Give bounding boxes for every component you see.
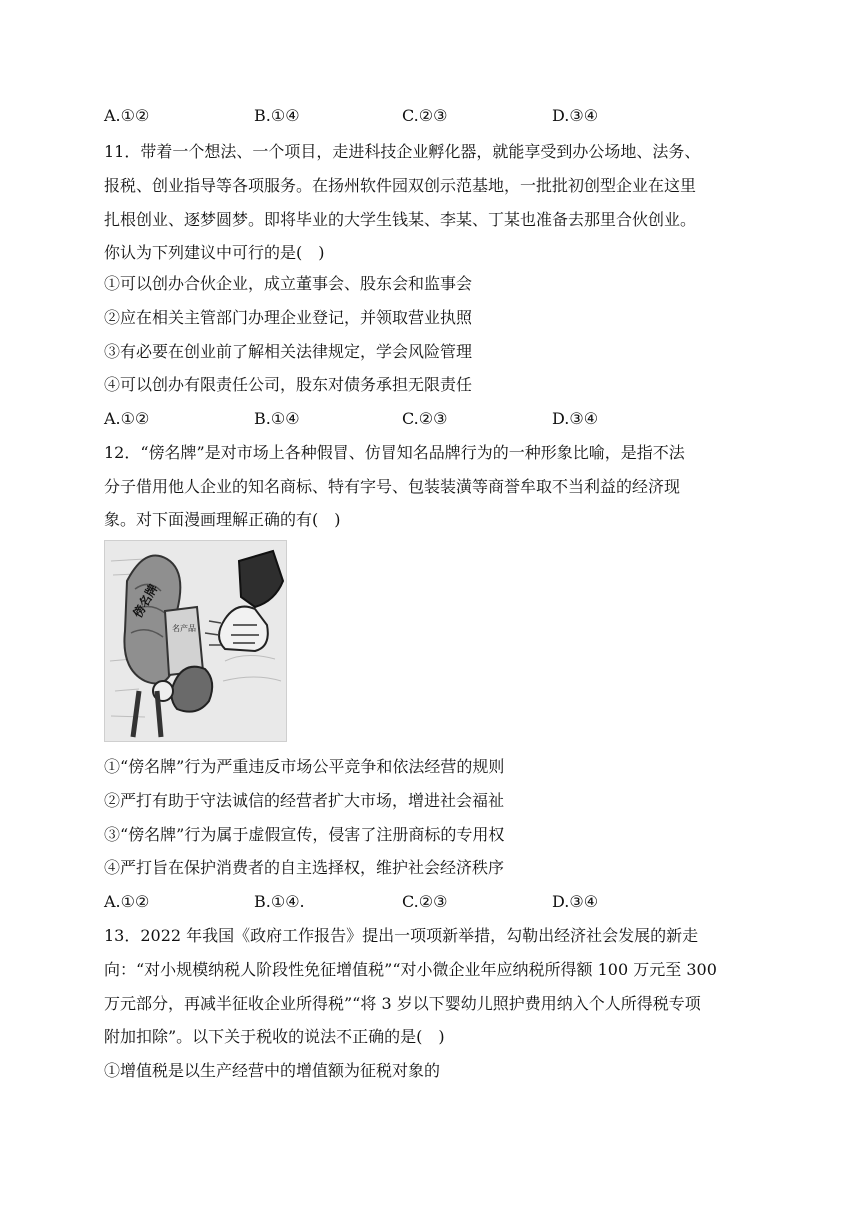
bag-label: 名产品: [172, 624, 196, 633]
cartoon-drawing: [105, 541, 286, 741]
q12-option-d[interactable]: D.③④: [552, 892, 599, 911]
q11-stem-line: 报税、创业指导等各项服务。在扬州软件园双创示范基地，一批批初创型企业在这里: [104, 176, 697, 195]
q10-options: [104, 106, 764, 126]
q11-item: ②应在相关主管部门办理企业登记，并领取营业执照: [104, 308, 473, 327]
q11-option-b[interactable]: B.①④: [254, 409, 300, 428]
q12-stem-line: 象。对下面漫画理解正确的有( ): [104, 510, 341, 529]
q12-item: ④严打旨在保护消费者的自主选择权，维护社会经济秩序: [104, 858, 505, 877]
q10-option-c[interactable]: C.②③: [402, 106, 448, 125]
q13-stem-line: 万元部分，再减半征收企业所得税”“将 3 岁以下婴幼儿照护费用纳入个人所得税专项: [104, 994, 701, 1013]
q12-option-b[interactable]: B.①④.: [254, 892, 305, 911]
q11-options: [104, 409, 764, 429]
q11-stem-line: 你认为下列建议中可行的是( ): [104, 243, 325, 262]
q12-item: ①“傍名牌”行为严重违反市场公平竞争和依法经营的规则: [104, 757, 505, 776]
q11-stem-line: 11．带着一个想法、一个项目，走进科技企业孵化器，就能享受到办公场地、法务、: [104, 142, 701, 161]
q11-item: ①可以创办合伙企业，成立董事会、股东会和监事会: [104, 274, 473, 293]
q11-option-d[interactable]: D.③④: [552, 409, 599, 428]
q12-options: [104, 892, 764, 912]
q13-stem-line: 向：“对小规模纳税人阶段性免征增值税”“对小微企业年应纳税所得额 100 万元至 300: [104, 960, 717, 979]
q11-option-a[interactable]: A.①②: [104, 409, 150, 428]
q12-option-c[interactable]: C.②③: [402, 892, 448, 911]
q12-stem-line: 分子借用他人企业的知名商标、特有字号、包装装潢等商誉牟取不当利益的经济现: [104, 477, 681, 496]
q11-option-c[interactable]: C.②③: [402, 409, 448, 428]
q10-option-d[interactable]: D.③④: [552, 106, 599, 125]
q11-item: ④可以创办有限责任公司，股东对债务承担无限责任: [104, 375, 473, 394]
q13-stem-line: 附加扣除”。以下关于税收的说法不正确的是( ): [104, 1027, 445, 1046]
arm-label: 傍名牌: [130, 581, 161, 621]
dark-sleeve: [239, 551, 283, 607]
q12-item: ②严打有助于守法诚信的经营者扩大市场，增进社会福祉: [104, 791, 505, 810]
q12-item: ③“傍名牌”行为属于虚假宣传，侵害了注册商标的专用权: [104, 825, 505, 844]
q12-stem-line: 12．“傍名牌”是对市场上各种假冒、仿冒知名品牌行为的一种形象比喻，是指不法: [104, 443, 685, 462]
q10-option-b[interactable]: B.①④: [254, 106, 300, 125]
q11-item: ③有必要在创业前了解相关法律规定，学会风险管理: [104, 342, 473, 361]
product-bag: [165, 607, 203, 675]
q10-option-a[interactable]: A.①②: [104, 106, 150, 125]
q13-item: ①增值税是以生产经营中的增值额为征税对象的: [104, 1061, 441, 1080]
q13-stem-line: 13．2022 年我国《政府工作报告》提出一项项新举措，勾勒出经济社会发展的新走: [104, 926, 699, 945]
q11-stem-line: 扎根创业、逐梦圆梦。即将毕业的大学生钱某、李某、丁某也准备去那里合伙创业。: [104, 210, 697, 229]
cartoon-image: [104, 540, 287, 742]
striking-fist: [219, 607, 268, 651]
q12-option-a[interactable]: A.①②: [104, 892, 150, 911]
